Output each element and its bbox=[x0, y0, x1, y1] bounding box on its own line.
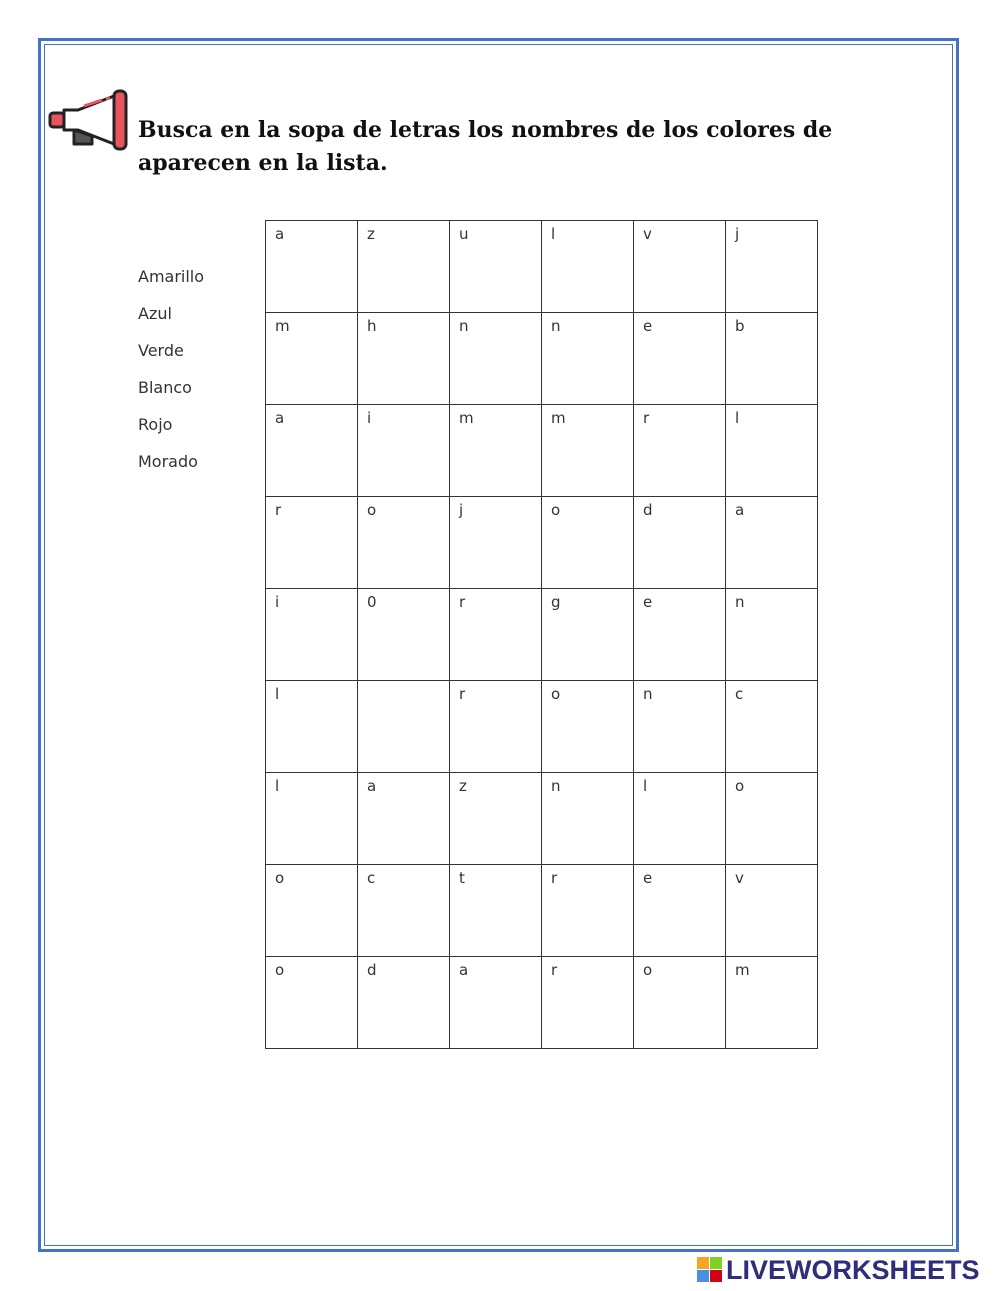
grid-cell[interactable]: a bbox=[358, 773, 450, 865]
grid-cell[interactable]: l bbox=[726, 405, 818, 497]
liveworksheets-logo[interactable] bbox=[697, 1255, 980, 1285]
grid-cell[interactable]: o bbox=[542, 681, 634, 773]
grid-row bbox=[266, 497, 818, 589]
grid-cell[interactable]: l bbox=[266, 681, 358, 773]
grid-cell[interactable]: r bbox=[542, 957, 634, 1049]
grid-cell[interactable]: d bbox=[358, 957, 450, 1049]
grid-cell[interactable]: z bbox=[358, 221, 450, 313]
instruction-heading: Busca en la sopa de letras los nombres de los colores de aparecen en la lista. bbox=[138, 117, 833, 176]
grid-cell[interactable]: r bbox=[634, 405, 726, 497]
grid-cell[interactable]: o bbox=[358, 497, 450, 589]
grid-cell[interactable]: c bbox=[358, 865, 450, 957]
grid-cell[interactable]: n bbox=[450, 313, 542, 405]
logo-text: LIVEWORKSHEETS bbox=[726, 1254, 980, 1285]
grid-cell[interactable]: o bbox=[726, 773, 818, 865]
grid-row bbox=[266, 957, 818, 1049]
grid-row bbox=[266, 221, 818, 313]
word-list bbox=[138, 262, 204, 484]
grid-row bbox=[266, 865, 818, 957]
grid-cell[interactable]: d bbox=[634, 497, 726, 589]
grid-row bbox=[266, 405, 818, 497]
grid-cell[interactable]: r bbox=[450, 589, 542, 681]
grid-cell[interactable]: l bbox=[542, 221, 634, 313]
grid-cell[interactable]: a bbox=[450, 957, 542, 1049]
word-list-item: Verde bbox=[138, 341, 184, 360]
grid-cell[interactable]: a bbox=[726, 497, 818, 589]
grid-cell[interactable]: o bbox=[634, 957, 726, 1049]
grid-cell[interactable]: o bbox=[266, 957, 358, 1049]
grid-cell[interactable]: e bbox=[634, 313, 726, 405]
word-list-item: Blanco bbox=[138, 378, 192, 397]
word-list-item: Morado bbox=[138, 452, 198, 471]
grid-cell[interactable]: t bbox=[450, 865, 542, 957]
grid-cell[interactable]: j bbox=[726, 221, 818, 313]
grid-cell[interactable]: n bbox=[634, 681, 726, 773]
grid-cell[interactable]: r bbox=[266, 497, 358, 589]
grid-cell[interactable]: a bbox=[266, 221, 358, 313]
grid-cell[interactable]: o bbox=[542, 497, 634, 589]
grid-cell[interactable]: a bbox=[266, 405, 358, 497]
grid-cell[interactable]: i bbox=[266, 589, 358, 681]
grid-cell[interactable]: n bbox=[542, 313, 634, 405]
grid-cell[interactable]: j bbox=[450, 497, 542, 589]
grid-cell[interactable]: m bbox=[542, 405, 634, 497]
grid-cell[interactable]: r bbox=[450, 681, 542, 773]
grid-cell[interactable] bbox=[358, 681, 450, 773]
grid-cell[interactable]: n bbox=[726, 589, 818, 681]
grid-cell[interactable]: e bbox=[634, 589, 726, 681]
grid-cell[interactable]: m bbox=[450, 405, 542, 497]
grid-cell[interactable]: u bbox=[450, 221, 542, 313]
liveworksheets-logo-icon bbox=[697, 1257, 723, 1283]
word-list-item: Amarillo bbox=[138, 267, 205, 286]
grid-cell[interactable]: n bbox=[542, 773, 634, 865]
grid-row bbox=[266, 313, 818, 405]
grid-cell[interactable]: l bbox=[634, 773, 726, 865]
grid-cell[interactable]: r bbox=[542, 865, 634, 957]
grid-row bbox=[266, 681, 818, 773]
grid-cell[interactable]: g bbox=[542, 589, 634, 681]
megaphone-icon bbox=[48, 88, 130, 152]
grid-cell[interactable]: v bbox=[634, 221, 726, 313]
grid-cell[interactable]: c bbox=[726, 681, 818, 773]
grid-cell[interactable]: i bbox=[358, 405, 450, 497]
grid-cell[interactable]: m bbox=[726, 957, 818, 1049]
grid-cell[interactable]: e bbox=[634, 865, 726, 957]
grid-cell[interactable]: o bbox=[266, 865, 358, 957]
word-list-item: Rojo bbox=[138, 415, 173, 434]
word-list-item: Azul bbox=[138, 304, 172, 323]
grid-row bbox=[266, 773, 818, 865]
grid-cell[interactable]: l bbox=[266, 773, 358, 865]
grid-cell[interactable]: b bbox=[726, 313, 818, 405]
grid-cell[interactable]: z bbox=[450, 773, 542, 865]
grid-cell[interactable]: v bbox=[726, 865, 818, 957]
grid-row bbox=[266, 589, 818, 681]
word-search-grid bbox=[265, 220, 818, 1049]
grid-cell[interactable]: h bbox=[358, 313, 450, 405]
grid-cell[interactable]: 0 bbox=[358, 589, 450, 681]
grid-cell[interactable]: m bbox=[266, 313, 358, 405]
